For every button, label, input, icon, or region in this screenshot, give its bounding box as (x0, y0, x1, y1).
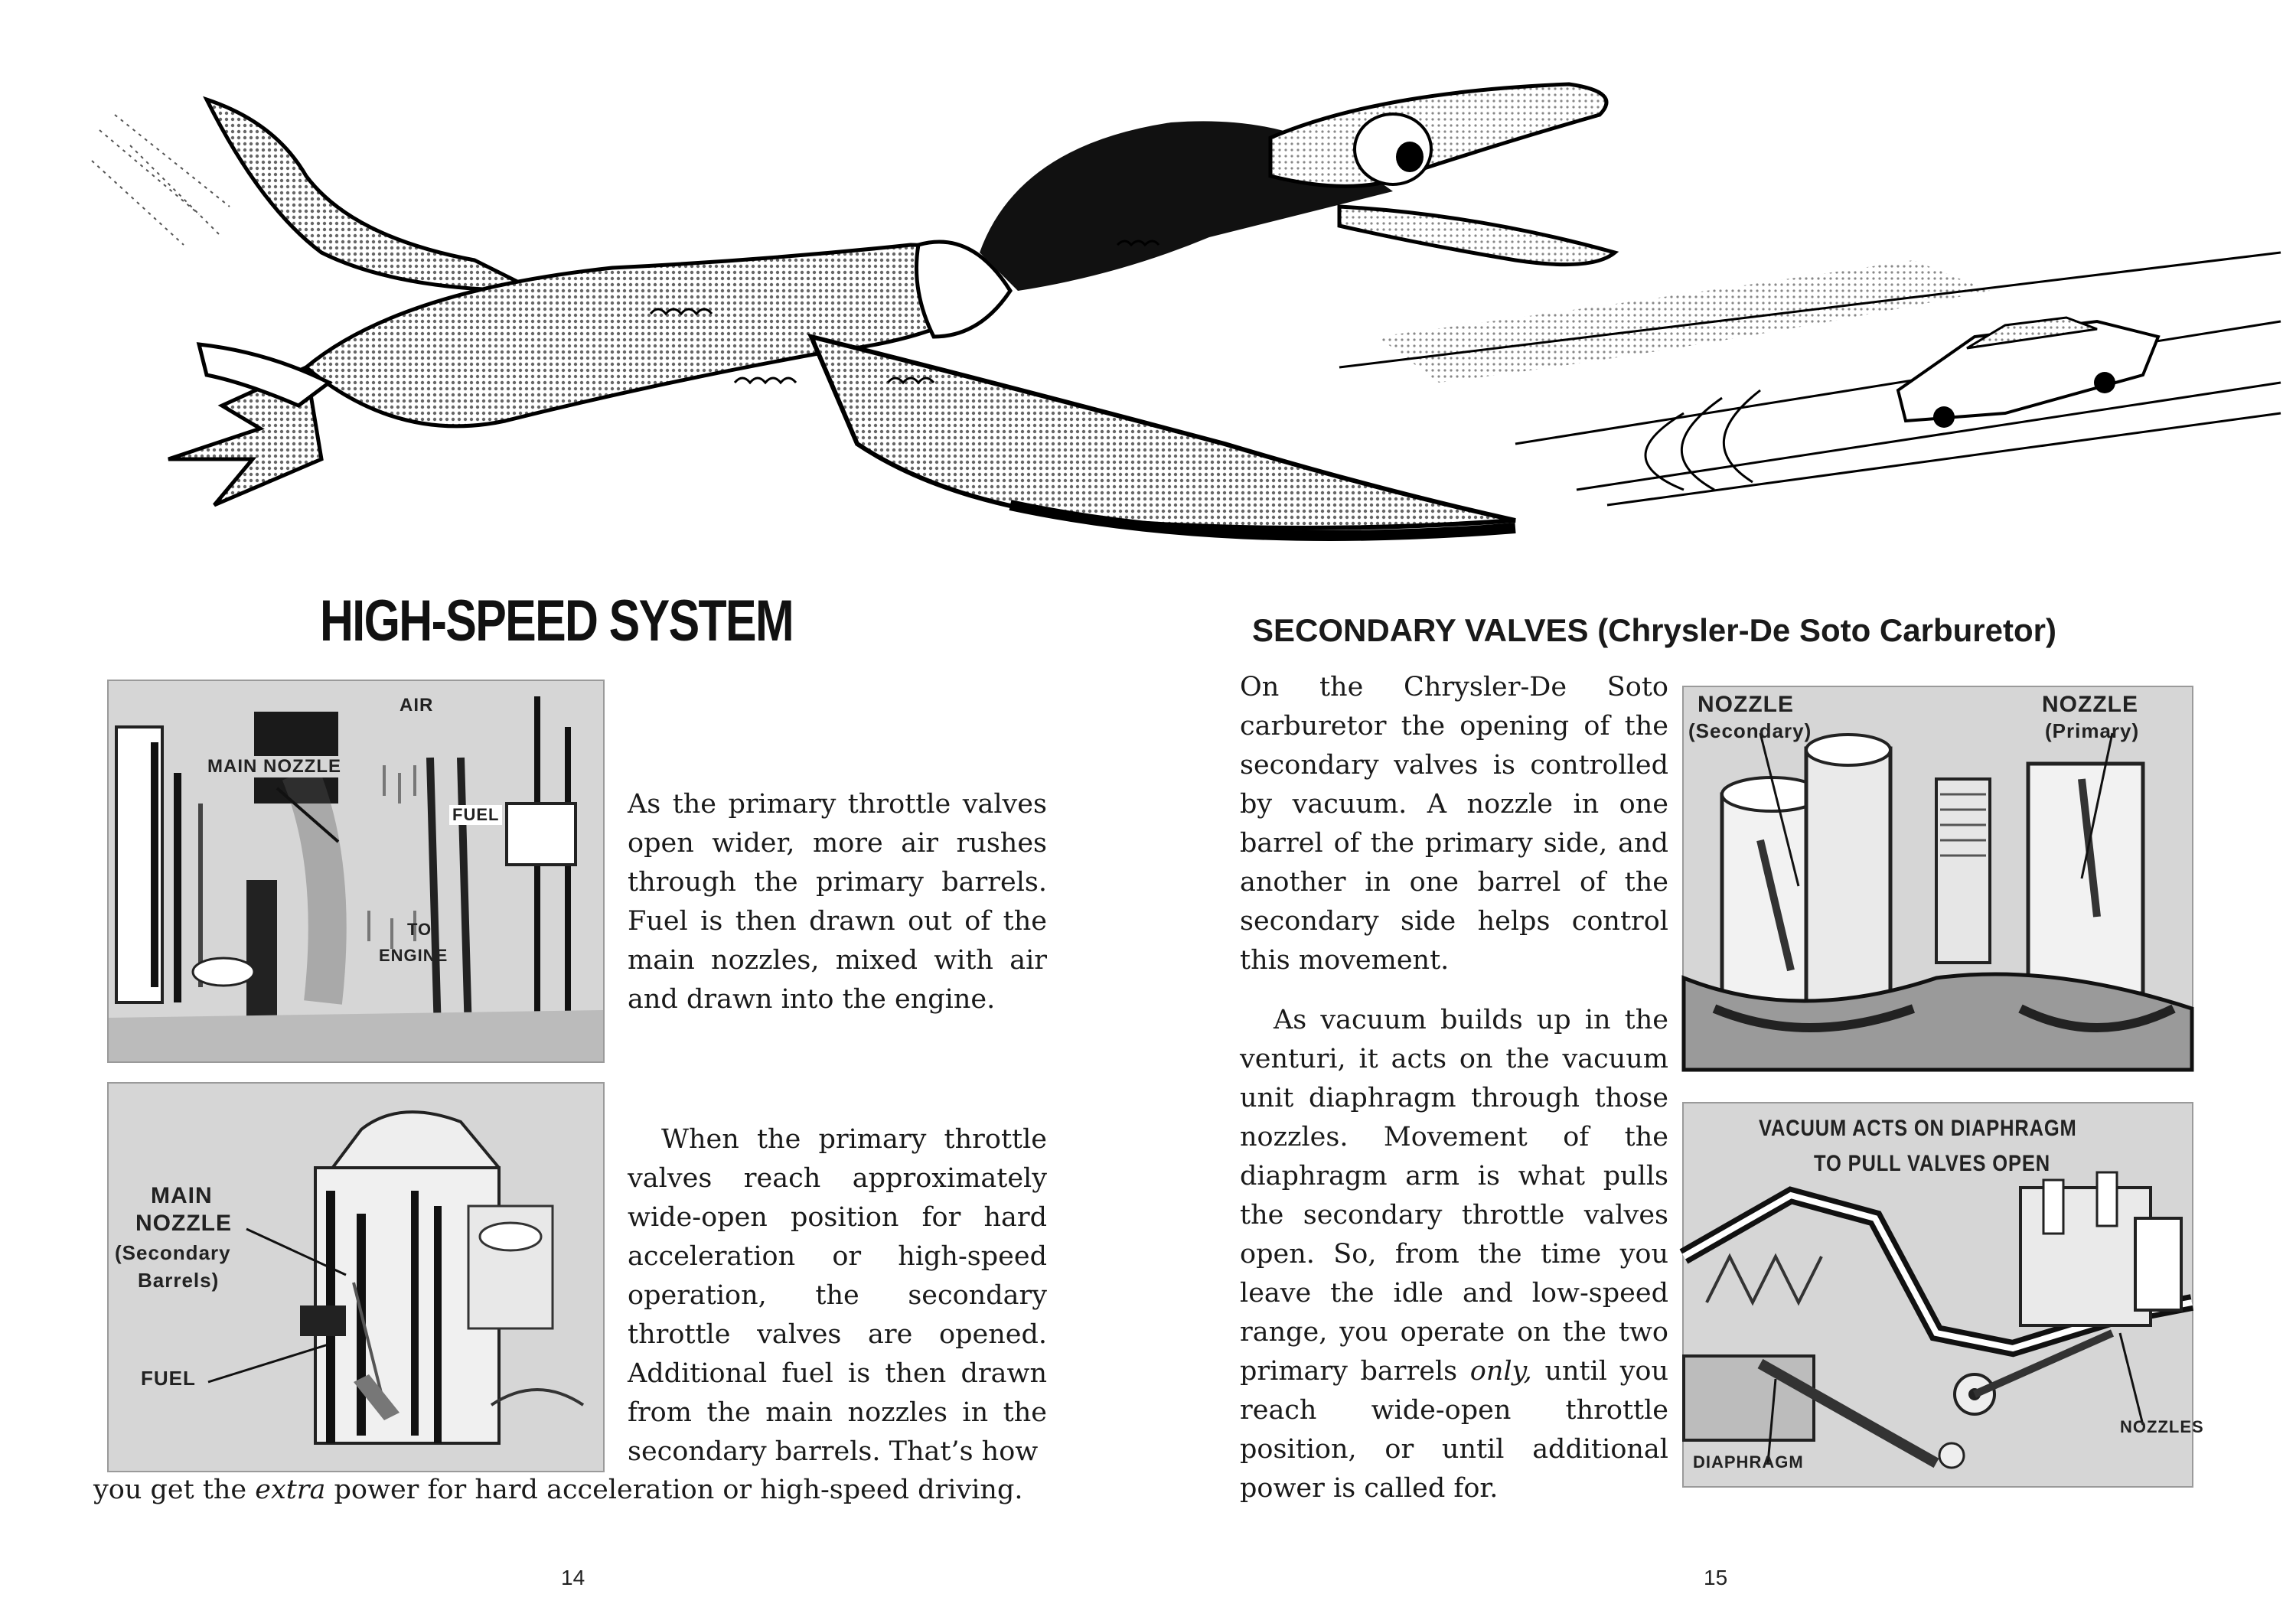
nozzle-secondary-label: NOZZLE (1698, 692, 1794, 717)
nozzle-primary-label: NOZZLE (2042, 692, 2138, 717)
last-line-start: you get the (93, 1475, 256, 1505)
engine-label: ENGINE (379, 946, 448, 965)
barrels-label: Barrels) (138, 1269, 220, 1292)
only-emphasis: only, (1469, 1356, 1532, 1387)
right-page-heading: SECONDARY VALVES (Chrysler-De Soto Carburetor) (1252, 612, 2056, 648)
left-paragraph-1: As the primary throttle valves open wider, more air rushes through the primary barrels. Fuel is then drawn out of the main nozzles, mixed with air and drawn into the engine. (628, 789, 1047, 1015)
left-paragraph-2-last-line (93, 1471, 1058, 1510)
right-paragraph-2 (1240, 1001, 1668, 1508)
secondary-nozzle-sublabel: (Secondary) (1688, 719, 1812, 742)
left-page-heading: HIGH-SPEED SYSTEM (320, 588, 794, 654)
page-number-right: 15 (1704, 1566, 1728, 1589)
vacuum-acts-title-line2: TO PULL VALVES OPEN (1814, 1151, 2050, 1176)
page-number-left: 14 (561, 1566, 585, 1589)
vacuum-diaphragm-figure (1682, 1102, 2204, 1488)
secondary-label: (Secondary (115, 1241, 231, 1264)
right-paragraph-2-end: until you reach wide-open throttle position, or until additional power is called for. (1240, 1356, 1668, 1504)
main-label: MAIN (151, 1183, 213, 1208)
right-paragraph-1: On the Chrysler-De Soto carburetor the opening of the secondary valves is controlled by vacuum. A nozzle in one barrel of the primary side, and another in one barrel of the secondary side helps control this movement. (1240, 672, 1668, 976)
diaphragm-label: DIAPHRAGM (1693, 1452, 1804, 1472)
duck-and-car-illustration (77, 61, 2281, 582)
high-speed-carburetor-cutaway-figure (107, 680, 605, 1063)
fuel-label: FUEL (449, 805, 502, 825)
primary-nozzle-sublabel: (Primary) (2045, 719, 2140, 742)
nozzles-cutaway-figure (1682, 686, 2193, 1071)
right-paragraph-2-start: As vacuum builds up in the venturi, it acts on the vacuum unit diaphragm through those nozzles. Movement of the diaphragm arm is what pulls the secondary throttle valves open. So, from the time you leave the idle and low-speed range, you operate on the two primary barrels (1240, 1005, 1668, 1387)
vacuum-acts-title-line1: VACUUM ACTS ON DIAPHRAGM (1759, 1116, 2077, 1141)
nozzles-label: NOZZLES (2120, 1417, 2204, 1436)
to-label: TO (407, 920, 432, 939)
nozzle-label: NOZZLE (135, 1211, 232, 1236)
left-paragraph-2: When the primary throttle valves reach approximately wide-open position for hard acceleration or high-speed operation, the secondary throttle valves are opened. Additional fuel is then drawn from the main nozzles in the secondary barrels. That’s how (628, 1124, 1047, 1467)
last-line-end: power for hard acceleration or high-speed driving. (325, 1475, 1023, 1505)
air-label: AIR (400, 695, 434, 715)
main-nozzle-label: MAIN NOZZLE (204, 756, 344, 777)
fuel-label-2: FUEL (141, 1367, 196, 1390)
secondary-barrels-cutaway-figure (107, 1082, 605, 1472)
extra-emphasis: extra (255, 1475, 326, 1505)
